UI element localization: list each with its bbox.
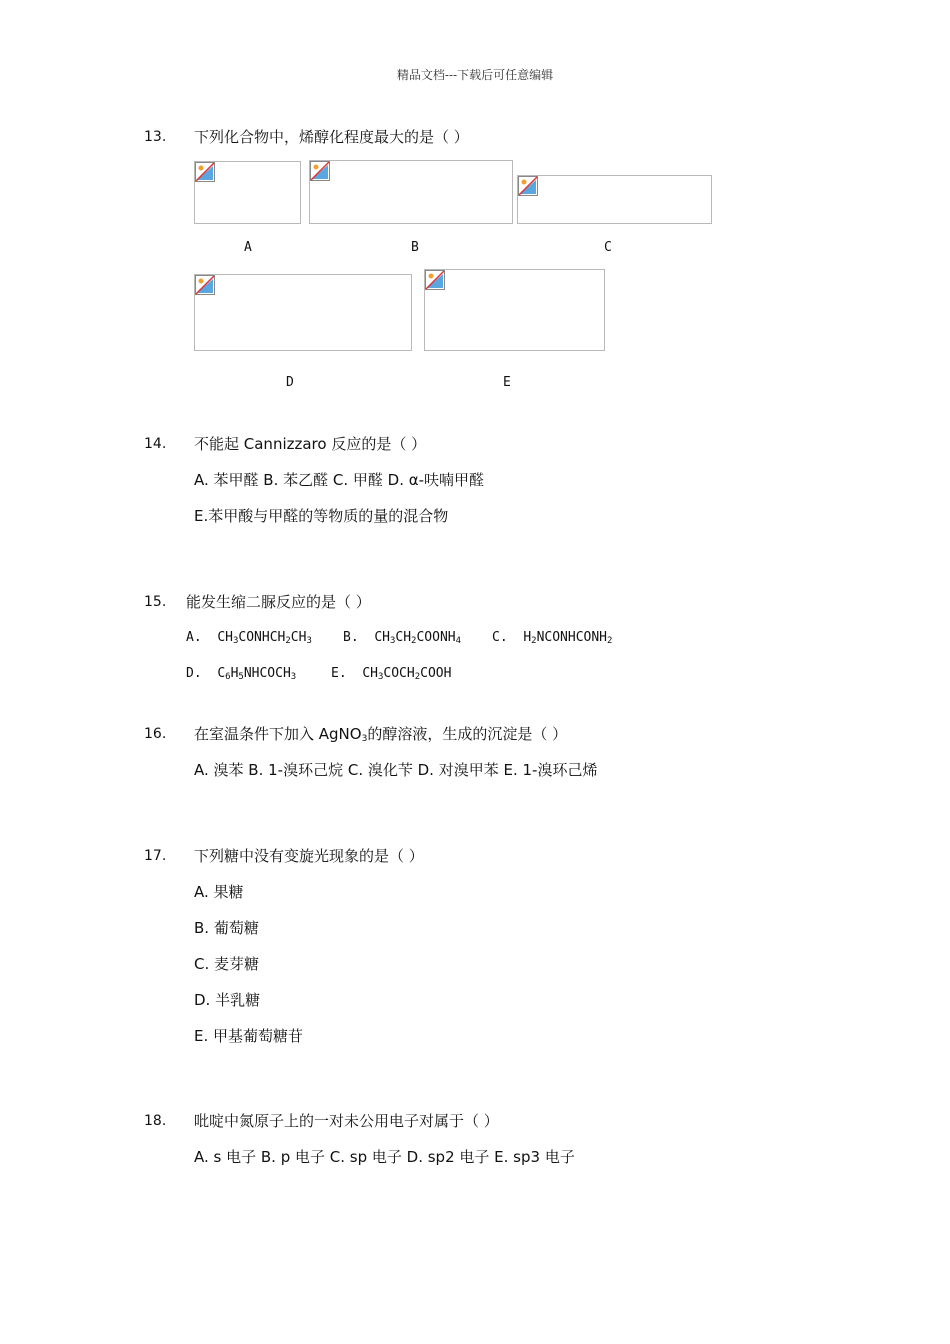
formula-subscript: 3	[377, 672, 384, 682]
formula-subscript: 3	[232, 636, 239, 646]
question-15-option-d	[186, 664, 296, 684]
formula-subscript: 3	[306, 636, 312, 646]
option-b-structure-image	[309, 160, 513, 224]
question-16-text-start: 在室温条件下加入 AgNO	[194, 725, 362, 743]
formula-part: H	[523, 630, 532, 645]
question-15-option-a	[186, 628, 312, 648]
question-15-text: 能发生缩二脲反应的是（ ）	[186, 593, 371, 611]
question-17-option-c: C. 麦芽糖	[194, 955, 260, 973]
formula-subscript: 5	[238, 672, 244, 682]
question-15-option-c	[492, 628, 612, 648]
option-c-structure-image	[517, 175, 712, 224]
question-17-text: 下列糖中没有变旋光现象的是（ ）	[194, 847, 424, 865]
formula-part: CONHCH	[238, 630, 286, 645]
question-17-option-e: E. 甲基葡萄糖苷	[194, 1027, 304, 1045]
question-14-number: 14.	[144, 436, 167, 452]
option-label: A.	[186, 630, 202, 645]
formula-subscript: 3	[389, 636, 396, 646]
question-17-option-d: D. 半乳糖	[194, 991, 261, 1009]
page-header: 精品文档---下载后可任意编辑	[396, 68, 554, 82]
question-17-option-b: B. 葡萄糖	[194, 919, 259, 937]
option-label: B.	[343, 630, 359, 645]
formula-subscript: 4	[455, 636, 462, 646]
option-label: E.	[331, 666, 347, 681]
formula-part: H	[230, 666, 239, 681]
broken-image-icon	[195, 162, 215, 182]
question-18-number: 18.	[144, 1113, 167, 1129]
option-a-label: A	[244, 240, 252, 255]
question-13-number: 13.	[144, 129, 167, 145]
question-14-options: A. 苯甲醛 B. 苯乙醛 C. 甲醛 D. α-呋喃甲醛	[194, 471, 485, 489]
question-16-text-end: 的醇溶液，生成的沉淀是（ ）	[367, 725, 568, 743]
option-d-label: D	[286, 375, 294, 390]
option-e-structure-image	[424, 269, 605, 351]
question-18-options: A. s 电子 B. p 电子 C. sp 电子 D. sp2 电子 E. sp3 电子	[194, 1148, 575, 1166]
formula-part: C	[217, 666, 226, 681]
formula-subscript: 2	[607, 636, 613, 646]
option-label: D.	[186, 666, 202, 681]
option-b-label: B	[411, 240, 419, 255]
broken-image-icon	[518, 176, 538, 196]
question-14-text: 不能起 Cannizzaro 反应的是（ ）	[194, 435, 427, 453]
question-15-option-b	[343, 628, 461, 648]
formula-subscript: 2	[411, 636, 417, 646]
formula-part: COOH	[420, 666, 452, 681]
formula-subscript: 3	[290, 672, 297, 682]
question-17-option-a: A. 果糖	[194, 883, 244, 901]
formula-subscript: 6	[225, 672, 231, 682]
question-16-number: 16.	[144, 726, 167, 742]
question-14-option-e: E.苯甲酸与甲醛的等物质的量的混合物	[194, 507, 449, 525]
formula-subscript: 3	[361, 734, 368, 744]
option-d-structure-image	[194, 274, 412, 351]
option-c-label: C	[604, 240, 612, 255]
formula-subscript: 2	[414, 672, 421, 682]
broken-image-icon	[195, 275, 215, 295]
question-16-text	[194, 724, 567, 744]
formula-subscript: 2	[531, 636, 537, 646]
question-16-options: A. 溴苯 B. 1-溴环己烷 C. 溴化苄 D. 对溴甲苯 E. 1-溴环己烯	[194, 761, 598, 779]
formula-part: CH	[374, 630, 390, 645]
question-18-text: 吡啶中氮原子上的一对未公用电子对属于（ ）	[194, 1112, 499, 1130]
question-15-number: 15.	[144, 594, 167, 610]
formula-part: COONH	[416, 630, 456, 645]
formula-subscript: 2	[285, 636, 291, 646]
formula-part: COCH	[383, 666, 415, 681]
formula-part: CH	[362, 666, 378, 681]
formula-part: CH	[290, 630, 307, 645]
option-a-structure-image	[194, 161, 301, 224]
formula-part: NCONHCONH	[536, 630, 608, 645]
option-label: C.	[492, 630, 508, 645]
formula-part: NHCOCH	[243, 666, 291, 681]
formula-part: CH	[395, 630, 412, 645]
question-13-text: 下列化合物中，烯醇化程度最大的是（ ）	[194, 128, 469, 146]
broken-image-icon	[310, 161, 330, 181]
option-e-label: E	[503, 375, 511, 390]
question-17-number: 17.	[144, 848, 167, 864]
formula-part: CH	[217, 630, 233, 645]
question-15-option-e	[331, 664, 451, 684]
broken-image-icon	[425, 270, 445, 290]
